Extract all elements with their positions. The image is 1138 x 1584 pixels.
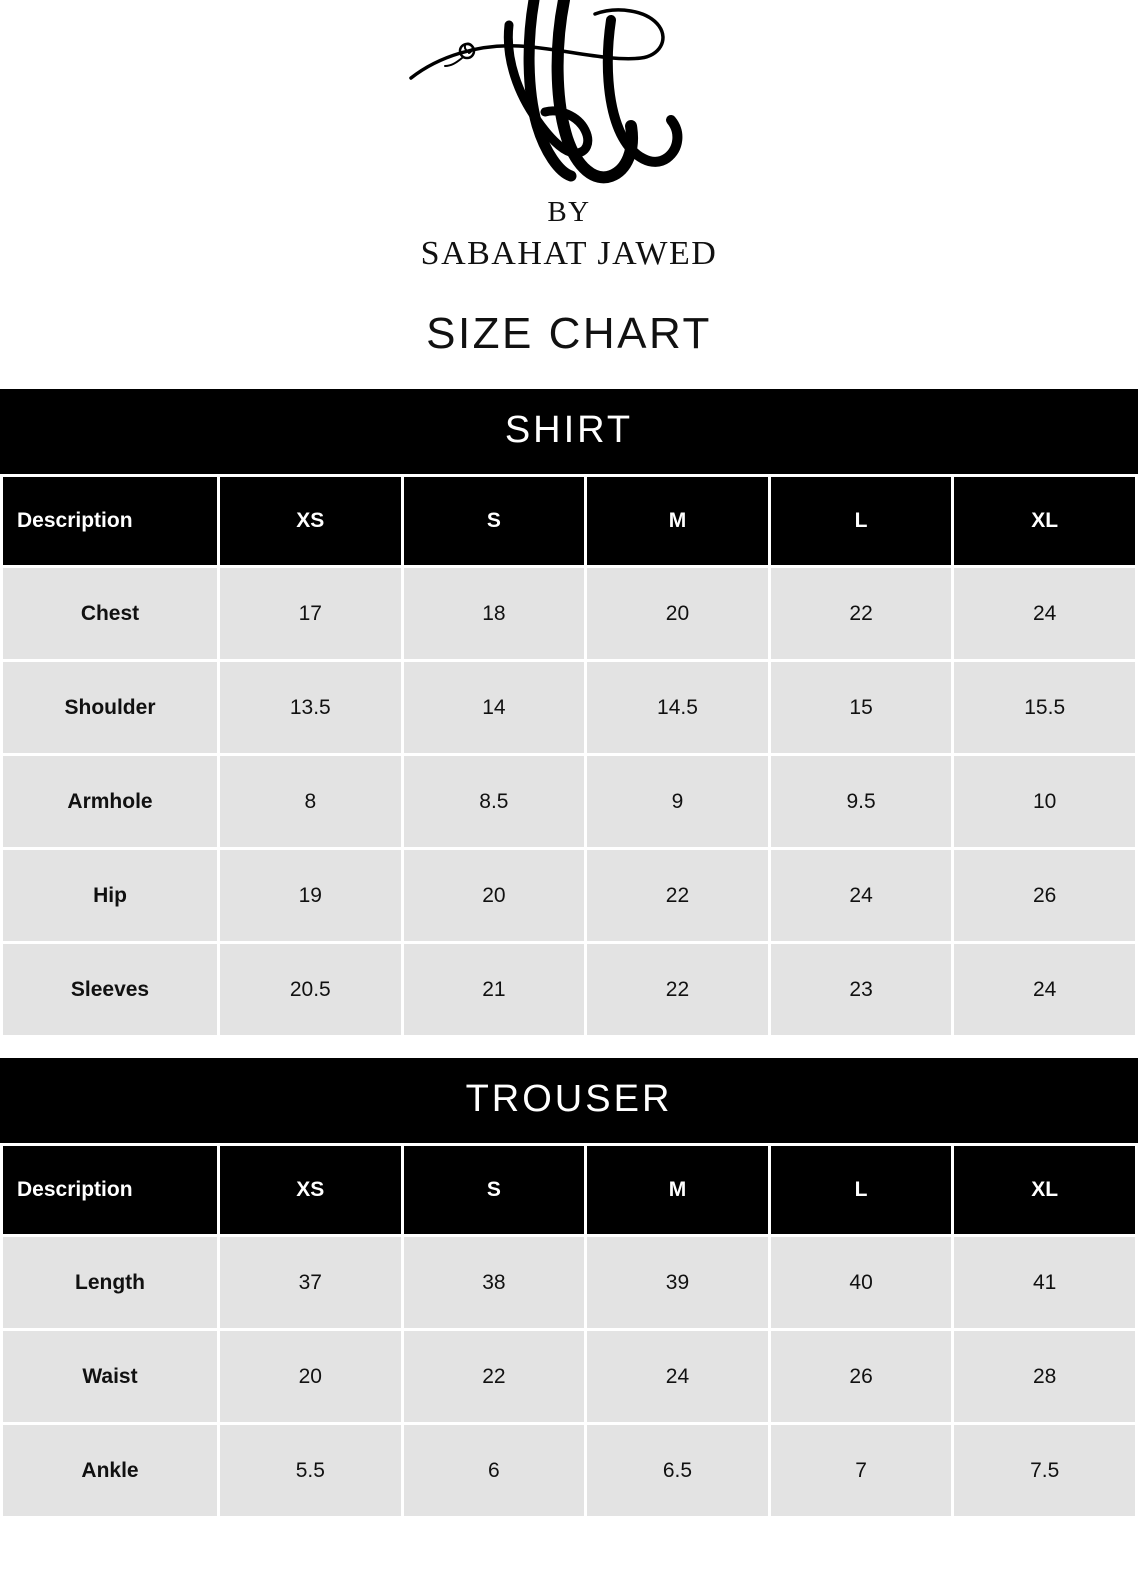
cell-value: 26 bbox=[771, 1331, 952, 1422]
row-label: Armhole bbox=[3, 756, 217, 847]
cell-value: 18 bbox=[404, 568, 585, 659]
table-row bbox=[3, 1237, 1135, 1328]
cell-value: 38 bbox=[404, 1237, 585, 1328]
cell-value: 20 bbox=[404, 850, 585, 941]
shirt-table-wrapper bbox=[0, 474, 1138, 1038]
column-header-l: L bbox=[771, 477, 952, 565]
cell-value: 6.5 bbox=[587, 1425, 768, 1516]
column-header-description: Description bbox=[3, 477, 217, 565]
cell-value: 7 bbox=[771, 1425, 952, 1516]
row-label: Length bbox=[3, 1237, 217, 1328]
shirt-size-table bbox=[0, 474, 1138, 1038]
section-divider bbox=[0, 1038, 1138, 1058]
cell-value: 14 bbox=[404, 662, 585, 753]
column-header-m: M bbox=[587, 477, 768, 565]
table-row bbox=[3, 568, 1135, 659]
table-row bbox=[3, 1425, 1135, 1516]
cell-value: 28 bbox=[954, 1331, 1135, 1422]
brand-name: SABAHAT JAWED bbox=[420, 235, 718, 272]
cell-value: 22 bbox=[587, 944, 768, 1035]
section-title-shirt: SHIRT bbox=[0, 389, 1138, 474]
cell-value: 15.5 bbox=[954, 662, 1135, 753]
cell-value: 39 bbox=[587, 1237, 768, 1328]
section-title-trouser: TROUSER bbox=[0, 1058, 1138, 1143]
cell-value: 23 bbox=[771, 944, 952, 1035]
table-header-row bbox=[3, 477, 1135, 565]
cell-value: 6 bbox=[404, 1425, 585, 1516]
cell-value: 22 bbox=[771, 568, 952, 659]
cell-value: 17 bbox=[220, 568, 401, 659]
table-row bbox=[3, 662, 1135, 753]
cell-value: 20 bbox=[587, 568, 768, 659]
script-monogram-logo-icon bbox=[0, 0, 1138, 190]
row-label: Sleeves bbox=[3, 944, 217, 1035]
column-header-xl: XL bbox=[954, 477, 1135, 565]
column-header-xs: XS bbox=[220, 477, 401, 565]
row-label: Chest bbox=[3, 568, 217, 659]
cell-value: 24 bbox=[954, 568, 1135, 659]
cell-value: 9.5 bbox=[771, 756, 952, 847]
cell-value: 8 bbox=[220, 756, 401, 847]
cell-value: 37 bbox=[220, 1237, 401, 1328]
cell-value: 26 bbox=[954, 850, 1135, 941]
cell-value: 13.5 bbox=[220, 662, 401, 753]
trouser-table-wrapper bbox=[0, 1143, 1138, 1519]
cell-value: 21 bbox=[404, 944, 585, 1035]
cell-value: 15 bbox=[771, 662, 952, 753]
cell-value: 19 bbox=[220, 850, 401, 941]
cell-value: 7.5 bbox=[954, 1425, 1135, 1516]
cell-value: 41 bbox=[954, 1237, 1135, 1328]
cell-value: 10 bbox=[954, 756, 1135, 847]
row-label: Ankle bbox=[3, 1425, 217, 1516]
row-label: Waist bbox=[3, 1331, 217, 1422]
cell-value: 20 bbox=[220, 1331, 401, 1422]
column-header-l: L bbox=[771, 1146, 952, 1234]
cell-value: 22 bbox=[404, 1331, 585, 1422]
row-label: Shoulder bbox=[3, 662, 217, 753]
cell-value: 24 bbox=[954, 944, 1135, 1035]
cell-value: 22 bbox=[587, 850, 768, 941]
column-header-description: Description bbox=[3, 1146, 217, 1234]
table-row bbox=[3, 944, 1135, 1035]
column-header-m: M bbox=[587, 1146, 768, 1234]
cell-value: 8.5 bbox=[404, 756, 585, 847]
row-label: Hip bbox=[3, 850, 217, 941]
page-title: SIZE CHART bbox=[426, 309, 712, 358]
cell-value: 20.5 bbox=[220, 944, 401, 1035]
table-row bbox=[3, 1331, 1135, 1422]
cell-value: 14.5 bbox=[587, 662, 768, 753]
cell-value: 9 bbox=[587, 756, 768, 847]
brand-header bbox=[0, 0, 1138, 273]
trouser-size-table bbox=[0, 1143, 1138, 1519]
cell-value: 5.5 bbox=[220, 1425, 401, 1516]
table-row bbox=[3, 850, 1135, 941]
cell-value: 40 bbox=[771, 1237, 952, 1328]
column-header-xs: XS bbox=[220, 1146, 401, 1234]
column-header-s: S bbox=[404, 477, 585, 565]
cell-value: 24 bbox=[771, 850, 952, 941]
table-row bbox=[3, 756, 1135, 847]
brand-by-label: BY bbox=[547, 196, 591, 228]
column-header-xl: XL bbox=[954, 1146, 1135, 1234]
table-header-row bbox=[3, 1146, 1135, 1234]
cell-value: 24 bbox=[587, 1331, 768, 1422]
column-header-s: S bbox=[404, 1146, 585, 1234]
